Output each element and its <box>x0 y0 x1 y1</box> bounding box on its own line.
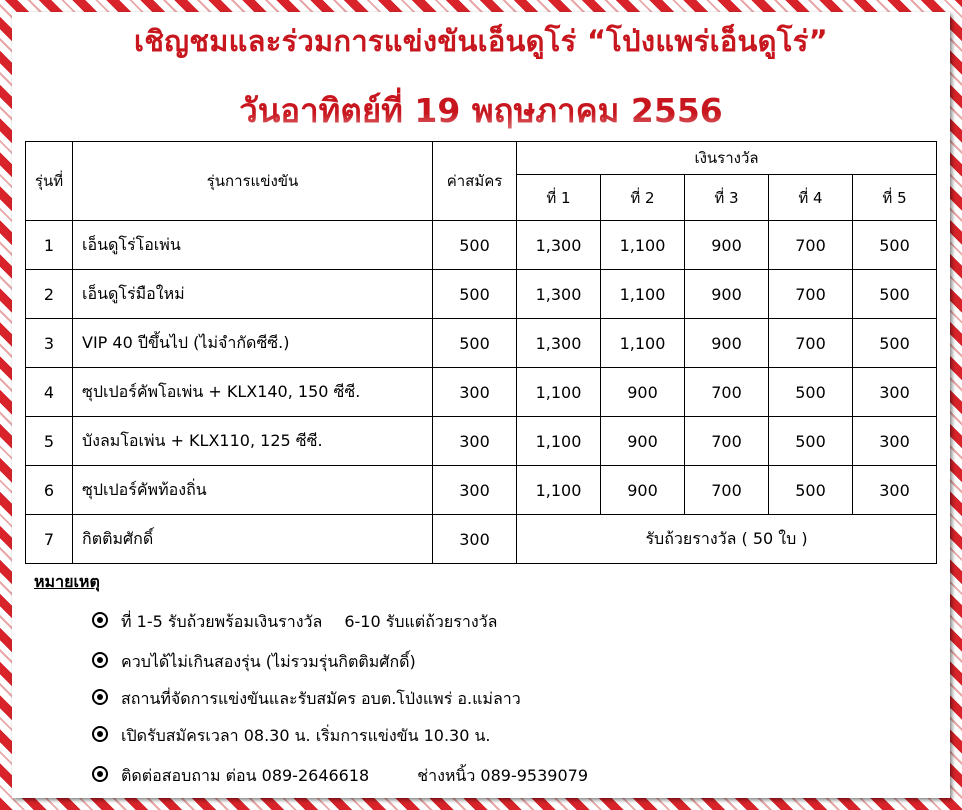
note-text: ควบได้ไม่เกินสองรุ่น (ไม่รวมรุ่นกิตติมศักดิ์) <box>121 652 416 671</box>
row-prize-3: 700 <box>685 466 769 515</box>
event-date <box>0 84 962 137</box>
row-prize-1: 1,100 <box>517 368 601 417</box>
list-item <box>92 687 521 712</box>
row-class-name: เอ็นดูโร่มือใหม่ <box>73 270 433 319</box>
row-no: 1 <box>26 221 73 270</box>
table-row <box>26 270 937 319</box>
note-text: เปิดรับสมัครเวลา 08.30 น. เริ่มการแข่งขัน 10.30 น. <box>121 726 491 745</box>
bullet-icon <box>92 652 108 668</box>
row-trophy-prize: รับถ้วยรางวัล ( 50 ใบ ) <box>517 515 937 564</box>
event-date-text: วันอาทิตย์ที่ 19 พฤษภาคม 2556 <box>239 84 723 137</box>
row-prize-2: 900 <box>601 466 685 515</box>
row-no: 6 <box>26 466 73 515</box>
row-prize-4: 500 <box>769 368 853 417</box>
bullet-icon <box>92 726 108 742</box>
row-prize-5: 500 <box>853 221 937 270</box>
row-prize-5: 300 <box>853 417 937 466</box>
table-row <box>26 515 937 564</box>
poster-title: เชิญชมและร่วมการแข่งขันเอ็นดูโร่ “โป่งแพร่เอ็นดูโร่” <box>134 24 828 58</box>
row-class-name: บังลมโอเพ่น + KLX110, 125 ซีซี. <box>73 417 433 466</box>
row-prize-2: 900 <box>601 417 685 466</box>
table-row <box>26 368 937 417</box>
row-prize-3: 700 <box>685 368 769 417</box>
row-no: 2 <box>26 270 73 319</box>
prize-table <box>25 141 937 564</box>
row-prize-3: 700 <box>685 417 769 466</box>
row-prize-5: 500 <box>853 270 937 319</box>
row-prize-1: 1,300 <box>517 319 601 368</box>
row-prize-3: 900 <box>685 270 769 319</box>
header-place-5: ที่ 5 <box>853 175 937 221</box>
note-text-extra: 6-10 รับแต่ถ้วยรางวัล <box>344 612 498 631</box>
row-prize-2: 900 <box>601 368 685 417</box>
row-fee: 300 <box>433 417 517 466</box>
header-class-no: รุ่นที่ <box>26 142 73 221</box>
row-prize-5: 300 <box>853 466 937 515</box>
row-prize-2: 1,100 <box>601 270 685 319</box>
row-prize-2: 1,100 <box>601 221 685 270</box>
row-fee: 300 <box>433 466 517 515</box>
row-prize-3: 900 <box>685 221 769 270</box>
header-place-4: ที่ 4 <box>769 175 853 221</box>
table-row <box>26 319 937 368</box>
bullet-icon <box>92 689 108 705</box>
header-place-3: ที่ 3 <box>685 175 769 221</box>
row-prize-1: 1,100 <box>517 417 601 466</box>
row-fee: 300 <box>433 368 517 417</box>
row-fee: 300 <box>433 515 517 564</box>
list-item <box>92 610 497 635</box>
notes-section <box>34 570 914 785</box>
note-text: สถานที่จัดการแข่งขันและรับสมัคร อบต.โป่งแพร่ อ.แม่ลาว <box>121 689 521 708</box>
table-row <box>26 221 937 270</box>
row-prize-4: 700 <box>769 270 853 319</box>
row-no: 7 <box>26 515 73 564</box>
row-class-name: ซุปเปอร์คัพโอเพ่น + KLX140, 150 ซีซี. <box>73 368 433 417</box>
notes-title: หมายเหตุ <box>34 572 100 591</box>
header-place-1: ที่ 1 <box>517 175 601 221</box>
row-no: 5 <box>26 417 73 466</box>
row-prize-5: 500 <box>853 319 937 368</box>
bullet-icon <box>92 766 108 782</box>
note-text: ที่ 1-5 รับถ้วยพร้อมเงินรางวัล <box>121 612 323 631</box>
row-prize-4: 700 <box>769 319 853 368</box>
row-prize-4: 500 <box>769 417 853 466</box>
row-no: 3 <box>26 319 73 368</box>
row-fee: 500 <box>433 221 517 270</box>
row-class-name: เอ็นดูโร่โอเพ่น <box>73 221 433 270</box>
row-prize-2: 1,100 <box>601 319 685 368</box>
row-class-name: ซุปเปอร์คัพท้องถิ่น <box>73 466 433 515</box>
row-prize-1: 1,100 <box>517 466 601 515</box>
row-prize-4: 500 <box>769 466 853 515</box>
row-class-name: VIP 40 ปีขึ้นไป (ไม่จำกัดซีซี.) <box>73 319 433 368</box>
header-prize-money: เงินรางวัล <box>517 142 937 175</box>
header-place-2: ที่ 2 <box>601 175 685 221</box>
list-item <box>92 724 491 749</box>
row-prize-1: 1,300 <box>517 270 601 319</box>
row-no: 4 <box>26 368 73 417</box>
row-prize-3: 900 <box>685 319 769 368</box>
row-prize-1: 1,300 <box>517 221 601 270</box>
bullet-icon <box>92 612 108 628</box>
row-fee: 500 <box>433 319 517 368</box>
note-text: ติดต่อสอบถาม ต่อน 089-2646618 <box>121 766 370 785</box>
row-prize-4: 700 <box>769 221 853 270</box>
header-fee: ค่าสมัคร <box>433 142 517 221</box>
row-fee: 500 <box>433 270 517 319</box>
list-item <box>92 650 416 675</box>
list-item <box>92 764 588 789</box>
table-row <box>26 417 937 466</box>
table-row <box>26 466 937 515</box>
row-prize-5: 300 <box>853 368 937 417</box>
header-class-name: รุ่นการแข่งขัน <box>73 142 433 221</box>
row-class-name: กิตติมศักดิ์ <box>73 515 433 564</box>
note-text-extra: ช่างหนิ้ว 089-9539079 <box>417 766 588 785</box>
